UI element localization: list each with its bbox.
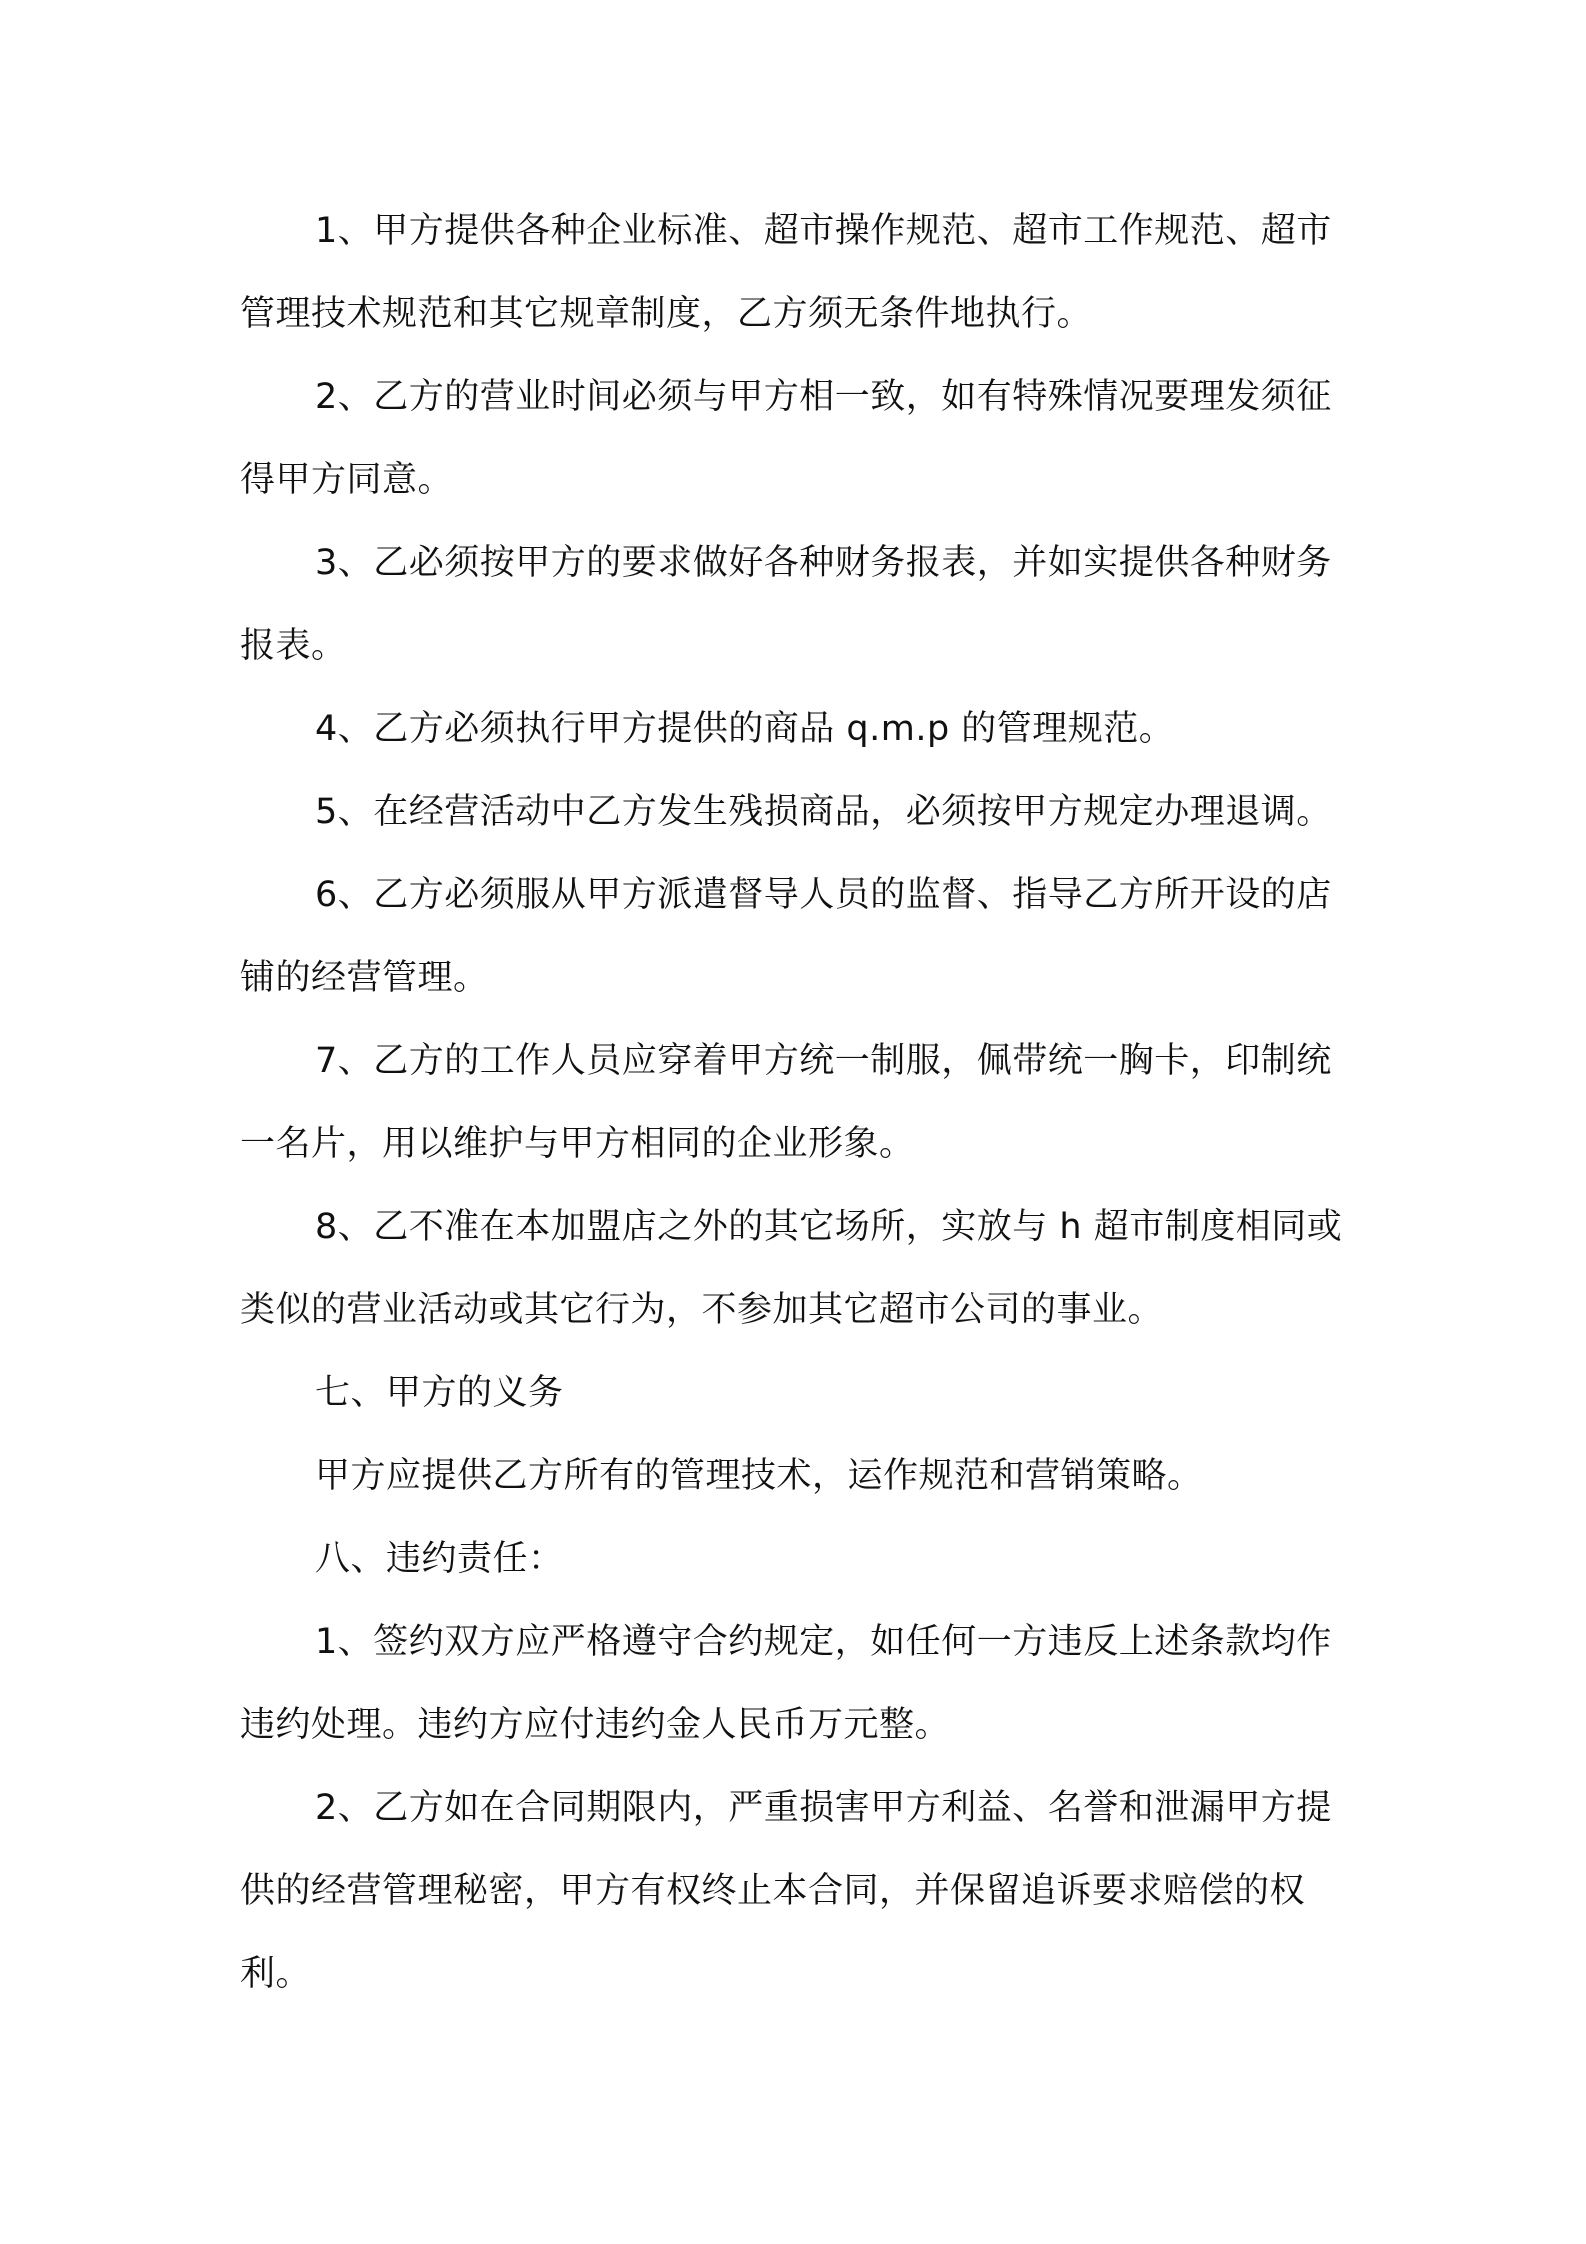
clause-1-standards: 1、甲方提供各种企业标准、超市操作规范、超市工作规范、超市管理技术规范和其它规章制度，乙方须无条件地执行。	[240, 211, 1332, 334]
party-a-obligation-text: 甲方应提供乙方所有的管理技术，运作规范和营销策略。	[315, 1456, 1203, 1496]
document-body	[240, 190, 1355, 2016]
clause-8-non-compete: 8、乙不准在本加盟店之外的其它场所，实放与 h 超市制度相同或类似的营业活动或其它行为，不参加其它超市公司的事业。	[240, 1207, 1343, 1330]
breach-clause-1: 1、签约双方应严格遵守合约规定，如任何一方违反上述条款均作违约处理。违约方应付违约金人民币万元整。	[240, 1622, 1332, 1745]
clause-2-business-hours: 2、乙方的营业时间必须与甲方相一致，如有特殊情况要理发须征得甲方同意。	[240, 377, 1332, 500]
clause-4-qmp: 4、乙方必须执行甲方提供的商品 q.m.p 的管理规范。	[315, 709, 1175, 749]
clause-7-uniform: 7、乙方的工作人员应穿着甲方统一制服，佩带统一胸卡，印制统一名片，用以维护与甲方相同的企业形象。	[240, 1041, 1332, 1164]
section-heading-party-a-obligations: 七、甲方的义务	[315, 1373, 564, 1413]
clause-5-damaged-goods: 5、在经营活动中乙方发生残损商品，必须按甲方规定办理退调。	[315, 792, 1332, 832]
breach-clause-2: 2、乙方如在合同期限内，严重损害甲方利益、名誉和泄漏甲方提供的经营管理秘密，甲方有权终止本合同，并保留追诉要求赔偿的权利。	[240, 1788, 1332, 1994]
clause-6-supervision: 6、乙方必须服从甲方派遣督导人员的监督、指导乙方所开设的店铺的经营管理。	[240, 875, 1332, 998]
section-heading-breach-liability: 八、违约责任：	[315, 1539, 564, 1579]
clause-3-financial-reports: 3、乙必须按甲方的要求做好各种财务报表，并如实提供各种财务报表。	[240, 543, 1332, 666]
